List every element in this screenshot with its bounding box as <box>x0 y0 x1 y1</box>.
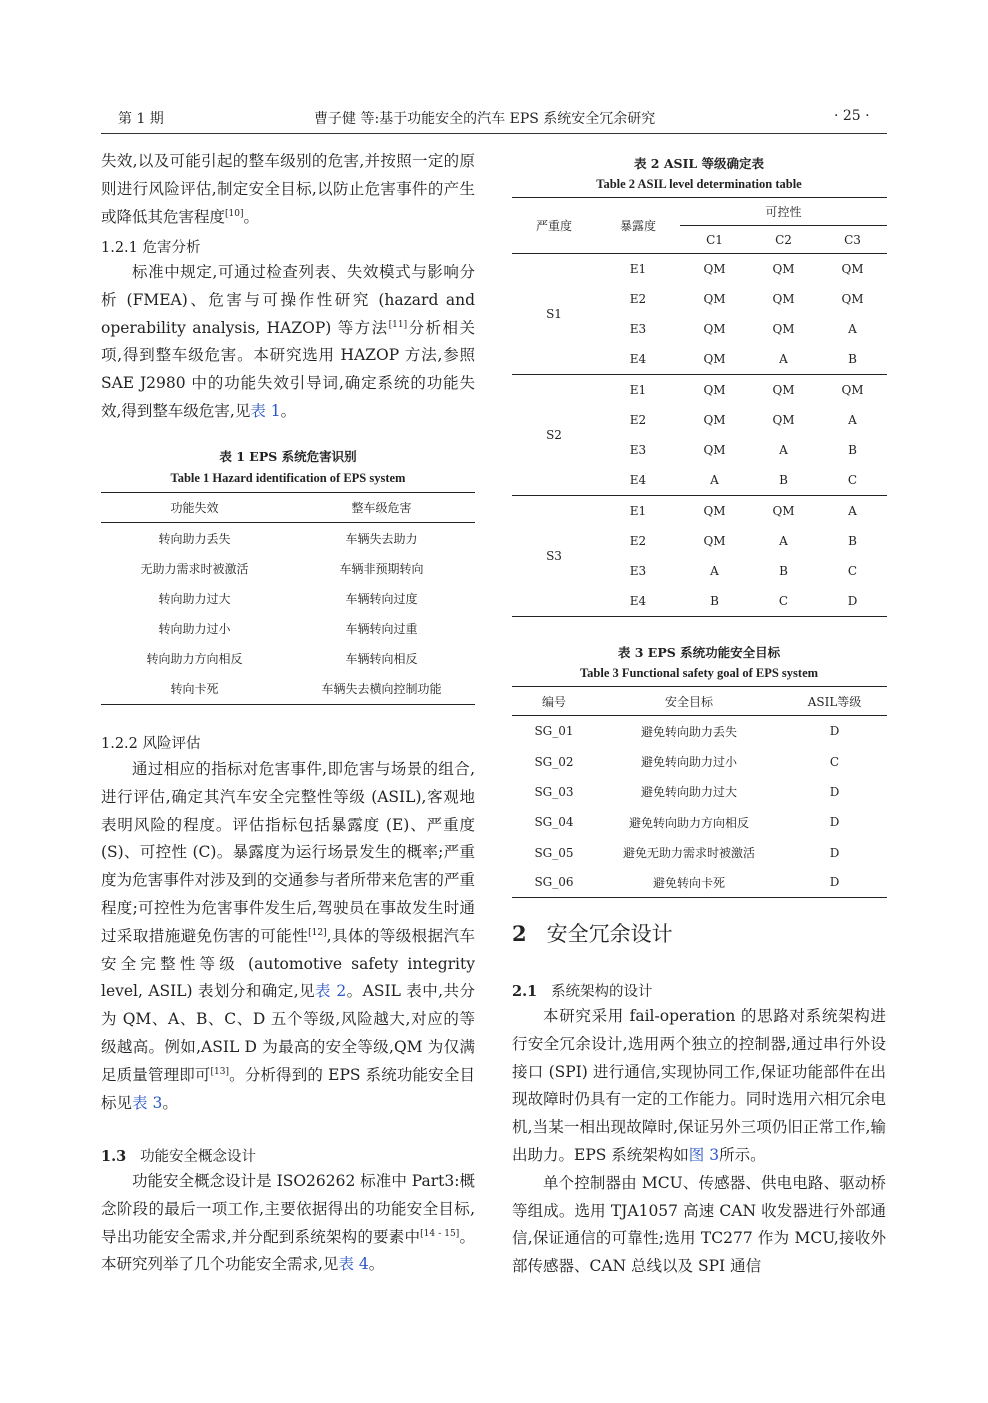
table2-cell: C <box>847 563 858 578</box>
table-2 <box>512 197 887 617</box>
table2-cell: E4 <box>629 593 647 608</box>
link-figure-3[interactable]: 图 3 <box>688 1145 720 1164</box>
table2-cell: A <box>848 322 857 336</box>
table2-header-c: C2 <box>775 232 792 247</box>
table3-cell: SG_01 <box>534 724 574 739</box>
table2-severity: S1 <box>546 307 562 321</box>
link-table-2[interactable]: 表 2 <box>315 982 347 1001</box>
table2-cell: E1 <box>629 382 647 397</box>
table2-severity: S3 <box>546 549 562 563</box>
table1-cell: 车辆失去助力 <box>345 531 418 546</box>
table2-header-severity: 严重度 <box>512 198 596 254</box>
table3-cell: D <box>829 784 840 799</box>
table2-cell: A <box>779 352 788 367</box>
paragraph-2-1-b: 单个控制器由 MCU、传感器、供电电路、驱动桥等组成。选用 TJA1057 高速 CAN 收发器进行外部通信,保证通信的可靠性;选用 TC277 作为 MCU,接收外部传感器、CAN 总线以及 SPI 通信 <box>512 1173 886 1276</box>
intro-paragraph: 失效,以及可能引起的整车级别的危害,并按照一定的原则进行风险评估,制定安全目标,以防止危害事件的产生或降低其危害程度[10]。 <box>101 152 475 226</box>
paragraph-2-1: 本研究采用 fail-operation 的思路对系统架构进行安全冗余设计,选用两个独立的控制器,通过串行外设接口 (SPI) 进行通信,实现协同工作,保证功能部件在出现故障时仍具有一定的工作能力。同时选用六相冗余电机,当某一相出现故障时,保证另外三项仍旧正常工作,输出助力。EPS 系统架构如图 3所示。 单个控制器由 MCU、传感器、供电电路、驱动桥等组成。选用 TJA1057 高速 CAN 收发器进行外部通信,保证通信的可靠性;选用 TC277 作为 MCU,接收外部传感器、CAN 总线以及 SPI 通信 <box>512 1003 886 1281</box>
issue-number: 第 1 期 <box>118 111 164 127</box>
table2-cell: QM <box>703 261 726 276</box>
table2-cell: QM <box>772 412 795 427</box>
table2-header-controllability: 可控性 <box>680 198 887 226</box>
table1-cell: 车辆非预期转向 <box>339 562 424 576</box>
table3-header: ASIL等级 <box>807 694 862 709</box>
table3-cell: 避免转向助力过小 <box>640 755 737 769</box>
table2-header-c: C1 <box>706 232 723 247</box>
table1-header: 整车级危害 <box>351 501 412 515</box>
table2-cell: QM <box>772 261 795 276</box>
table2-cell: B <box>779 563 788 578</box>
table2-group-s1 <box>512 254 887 375</box>
table2-cell: E4 <box>629 352 647 367</box>
table2-severity: S2 <box>546 428 562 442</box>
table3-cell: SG_04 <box>534 815 574 829</box>
link-table-1[interactable]: 表 1 <box>250 401 281 420</box>
table2-cell: E2 <box>629 412 647 427</box>
table2-cell: QM <box>703 533 726 548</box>
table2-cell: C <box>778 593 789 608</box>
table2-cell: QM <box>703 412 726 427</box>
table2-cell: QM <box>703 291 726 306</box>
table3-cell: C <box>829 754 840 769</box>
table2-header-exposure: 暴露度 <box>596 198 680 254</box>
table1-cell: 车辆转向相反 <box>345 652 418 666</box>
table2-cell: B <box>848 352 857 367</box>
table3-cell: 避免转向助力丢失 <box>640 724 737 739</box>
table1-cell: 转向助力丢失 <box>158 531 231 546</box>
table2-cell: A <box>779 442 788 457</box>
table2-caption-zh: 表 2 ASIL 等级确定表 <box>633 156 765 171</box>
section-1-3: 1.3 功能安全概念设计 <box>101 1148 257 1165</box>
section-2-heading: 2 安全冗余设计 <box>512 921 673 946</box>
table3-cell: SG_06 <box>534 875 574 890</box>
table1-cell: 车辆转向过度 <box>345 592 418 606</box>
table3-cell: D <box>829 845 840 860</box>
table3-cell: D <box>829 724 840 739</box>
table2-cell: A <box>848 503 857 518</box>
table1-cell: 转向助力方向相反 <box>146 652 243 666</box>
table2-cell: E2 <box>629 533 647 548</box>
table2-cell: B <box>848 442 857 457</box>
table2-cell: A <box>710 472 719 487</box>
table1-cell: 转向助力过小 <box>158 622 231 636</box>
table2-cell: B <box>710 593 719 608</box>
table2-cell: C <box>847 472 858 487</box>
table1-caption-zh: 表 1 EPS 系统危害识别 <box>219 449 357 464</box>
table2-cell: QM <box>703 322 726 336</box>
table2-cell: E4 <box>629 472 647 487</box>
section-1-2-1: 1.2.1 危害分析 <box>101 240 201 256</box>
table2-cell: QM <box>703 442 726 457</box>
table2-cell: E1 <box>629 261 647 276</box>
table2-cell: QM <box>772 291 795 306</box>
table2-cell: E1 <box>629 503 647 518</box>
table2-cell: E3 <box>629 322 647 336</box>
table2-group-s3 <box>512 496 887 617</box>
table1-header: 功能失效 <box>170 501 219 515</box>
table2-cell: QM <box>772 503 795 518</box>
table1-cell: 车辆失去横向控制功能 <box>321 682 442 697</box>
table3-cell: D <box>829 815 840 829</box>
table3-cell: SG_05 <box>534 845 574 860</box>
table3-header: 编号 <box>541 694 566 709</box>
paragraph-1-2-1: 标准中规定,可通过检查列表、失效模式与影响分析 (FMEA)、危害与可操作性研究 (hazard and operability analysis, HAZOP) 等方法[11]分析相关项,得到整车级危害。本研究选用 HAZOP 方法,参照 SAE J2980 中的功能失效引导词,确定系统的功能失效,得到整车级危害,见表 1。 <box>101 263 475 420</box>
table3-cell: SG_03 <box>534 784 574 799</box>
table2-cell: QM <box>841 382 864 397</box>
table3-cell: 避免无助力需求时被激活 <box>622 846 755 860</box>
table2-cell: A <box>779 533 788 548</box>
table2-cell: QM <box>841 261 864 276</box>
table2-cell: QM <box>703 352 726 367</box>
table3-caption-en: Table 3 Functional safety goal of EPS system <box>579 666 819 680</box>
table2-cell: B <box>848 533 857 548</box>
table2-cell: E2 <box>629 291 647 306</box>
citation: [10] <box>225 208 244 219</box>
table2-cell: QM <box>772 322 795 336</box>
table2-cell: E3 <box>629 442 647 457</box>
table3-header: 安全目标 <box>664 694 713 709</box>
table2-cell: E3 <box>629 563 647 578</box>
table2-cell: A <box>710 563 719 578</box>
table3-cell: D <box>829 875 840 890</box>
table2-cell: QM <box>841 291 864 306</box>
table1-caption-en: Table 1 Hazard identification of EPS system <box>170 471 406 485</box>
table2-cell: B <box>779 472 788 487</box>
table2-cell: QM <box>772 382 795 397</box>
section-2-1: 2.1 系统架构的设计 <box>512 983 653 1000</box>
table2-cell: QM <box>703 503 726 518</box>
table2-caption-en: Table 2 ASIL level determination table <box>596 177 802 191</box>
paragraph-1-2-2: 通过相应的指标对危害事件,即危害与场景的组合,进行评估,确定其汽车安全完整性等级 (ASIL),客观地表明风险的程度。评估指标包括暴露度 (E)、严重度 (S)、可控性 (C)。暴露度为运行场景发生的概率;严重度为危害事件对涉及到的交通参与者所带来危害的严重程度;可控性为危害事件发生后,驾驶员在事故发生时通过采取措施避免伤害的可能性[12],具体的等级根据汽车安全完整性等级 (automotive safety integrity level, ASIL) 表划分和确定,见表 2。ASIL 表中,共分为 QM、A、B、C、D 五个等级,风险越大,对应的等级越高。例如,ASIL D 为最高的安全等级,QM 为仅满足质量管理即可[13]。分析得到的 EPS 系统功能安全目标见表 3。 <box>101 760 475 1112</box>
page-number: · 25 · <box>834 108 870 124</box>
table2-cell: QM <box>703 382 726 397</box>
section-1-2-2: 1.2.2 风险评估 <box>101 736 201 752</box>
table3-cell: 避免转向卡死 <box>652 875 725 890</box>
table-1 <box>101 492 475 705</box>
paragraph-1-3: 功能安全概念设计是 ISO26262 标准中 Part3:概念阶段的最后一项工作,主要依据得出的功能安全目标,导出功能安全需求,并分配到系统架构的要素中[14 - 15]。本研究列举了几个功能安全需求,见表 4。 <box>101 1172 475 1274</box>
running-title: 曹子健 等:基于功能安全的汽车 EPS 系统安全冗余研究 <box>314 111 656 127</box>
table2-cell: D <box>847 593 858 608</box>
table1-cell: 车辆转向过重 <box>345 622 418 636</box>
table-3 <box>512 686 887 898</box>
table3-cell: 避免转向助力方向相反 <box>628 815 749 830</box>
table3-caption-zh: 表 3 EPS 系统功能安全目标 <box>617 645 781 660</box>
link-table-4[interactable]: 表 4 <box>338 1255 369 1274</box>
table1-cell: 转向助力过大 <box>158 592 231 606</box>
table2-cell: A <box>848 412 857 427</box>
table1-cell: 无助力需求时被激活 <box>140 562 249 576</box>
table3-cell: SG_02 <box>534 754 574 769</box>
table3-cell: 避免转向助力过大 <box>640 785 737 799</box>
table1-cell: 转向卡死 <box>170 682 219 697</box>
link-table-3[interactable]: 表 3 <box>132 1093 163 1112</box>
header-rule <box>101 133 887 134</box>
table2-group-s2 <box>512 375 887 496</box>
table2-header-c: C3 <box>844 232 861 247</box>
